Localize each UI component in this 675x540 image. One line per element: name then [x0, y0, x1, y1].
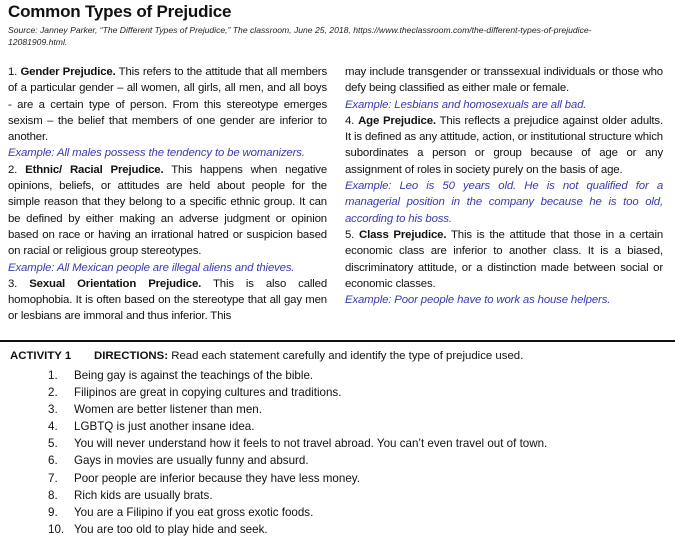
- activity-directions: [10, 348, 670, 365]
- entry-text: This is the attitude that those in a certain economic class are inferior to another class. It is a biased, discriminatory attitude, or a distinction made between social or economic classes.: [345, 228, 664, 290]
- entry-text-continued: may include transgender or transsexual individuals or those who defy being classified as either male or female.: [345, 66, 663, 95]
- prejudice-entry-age: [345, 113, 663, 178]
- item-number: 4.: [48, 420, 58, 434]
- entry-example: Example: All males possess the tendency to be womanizers.: [8, 147, 305, 160]
- directions-label: DIRECTIONS:: [94, 350, 169, 362]
- entry-number: 1.: [8, 66, 18, 78]
- entry-heading: Ethnic/ Racial Prejudice.: [25, 163, 164, 176]
- left-column: [8, 64, 327, 325]
- entry-text: This is also called homophobia. It is often based on the stereotype that all gay men or lesbians are immoral and thus inferior. This: [8, 277, 328, 323]
- source-citation: Source: Janney Parker, “The Different Types of Prejudice,” The classroom, June 25, 2018, https://www.theclassroom.com/the-different-types-of-prejudice-12081909.html.: [8, 25, 592, 47]
- list-item: [48, 435, 668, 452]
- list-item: [48, 452, 668, 469]
- list-item: [48, 401, 668, 418]
- item-text: Being gay is against the teachings of the bible.: [74, 369, 314, 382]
- item-text: Gays in movies are usually funny and absurd.: [74, 454, 309, 468]
- item-text: Poor people are inferior because they have less money.: [74, 471, 360, 485]
- list-item: [48, 418, 668, 435]
- entry-number: 4.: [345, 114, 355, 127]
- item-text: Women are better listener than men.: [74, 403, 262, 417]
- entry-number: 3.: [8, 277, 18, 290]
- item-number: 2.: [48, 386, 58, 400]
- item-text: You are a Filipino if you eat gross exotic foods.: [74, 505, 314, 519]
- entry-heading: Age Prejudice.: [358, 114, 436, 127]
- item-text: Rich kids are usually brats.: [74, 488, 213, 502]
- list-item: [48, 487, 668, 504]
- item-text: LGBTQ is just another insane idea.: [74, 420, 255, 434]
- prejudice-entry-ethnic: [8, 162, 327, 260]
- entry-example: Example: Poor people have to work as house helpers.: [345, 294, 611, 307]
- item-number: 1.: [48, 369, 58, 382]
- prejudice-entry-class: [345, 227, 663, 292]
- list-item: [48, 384, 668, 401]
- entry-example: Example: Leo is 50 years old. He is not qualified for a managerial position in the company because he is too old, according to his boss.: [345, 180, 663, 225]
- activity-label: ACTIVITY 1: [10, 350, 72, 362]
- item-number: 5.: [48, 437, 58, 451]
- entry-heading: Gender Prejudice.: [20, 66, 116, 78]
- list-item: [48, 367, 668, 384]
- item-number: 9.: [48, 505, 58, 519]
- list-item: [48, 470, 668, 487]
- item-text: Filipinos are great in copying cultures and traditions.: [74, 386, 342, 400]
- entry-number: 2.: [8, 163, 18, 176]
- entry-heading: Sexual Orientation Prejudice.: [29, 277, 202, 290]
- item-number: 7.: [48, 471, 58, 485]
- entry-text: This happens when negative opinions, beliefs, or attitudes are held about people for the simple reason that they belong to a specific ethnic group. It can be defined by either making an adverse judgment or opinion based on race or having an irrational hatred or suspicion based on racial or religious group stereotypes.: [8, 163, 328, 258]
- list-item: [48, 521, 668, 538]
- directions-text: Read each statement carefully and identify the type of prejudice used.: [171, 350, 524, 362]
- entry-number: 5.: [345, 228, 355, 241]
- activity-list: [48, 367, 668, 538]
- item-number: 8.: [48, 488, 58, 502]
- item-text: You are too old to play hide and seek.: [74, 522, 268, 536]
- list-item: [48, 504, 668, 521]
- section-divider: [0, 340, 675, 342]
- right-column: [345, 64, 663, 308]
- prejudice-entry-gender: [8, 64, 327, 145]
- entry-heading: Class Prejudice.: [359, 228, 447, 241]
- item-number: 3.: [48, 403, 58, 417]
- prejudice-entry-sexual-orientation: [8, 276, 327, 325]
- page-title: Common Types of Prejudice: [8, 2, 232, 21]
- item-number: 6.: [48, 454, 58, 468]
- entry-example: Example: All Mexican people are illegal aliens and thieves.: [8, 261, 295, 274]
- item-number: 10.: [48, 522, 65, 536]
- entry-text: This refers to the attitude that all members of a particular gender – all women, all girls, all men, and all boys - are a certain type of person. From this stereotype emerges sexism – the belief that members of one gender are inferior to another.: [8, 66, 327, 144]
- entry-example: Example: Lesbians and homosexuals are all bad.: [345, 98, 587, 111]
- entry-text: This reflects a prejudice against older adults. It is defined as any attitude, action, or institutional structure which subordinates a person or group because of age or any assignment of roles in society purely on the basis of age.: [345, 114, 663, 176]
- item-text: You will never understand how it feels to not travel abroad. You can’t even travel out of town.: [74, 437, 548, 451]
